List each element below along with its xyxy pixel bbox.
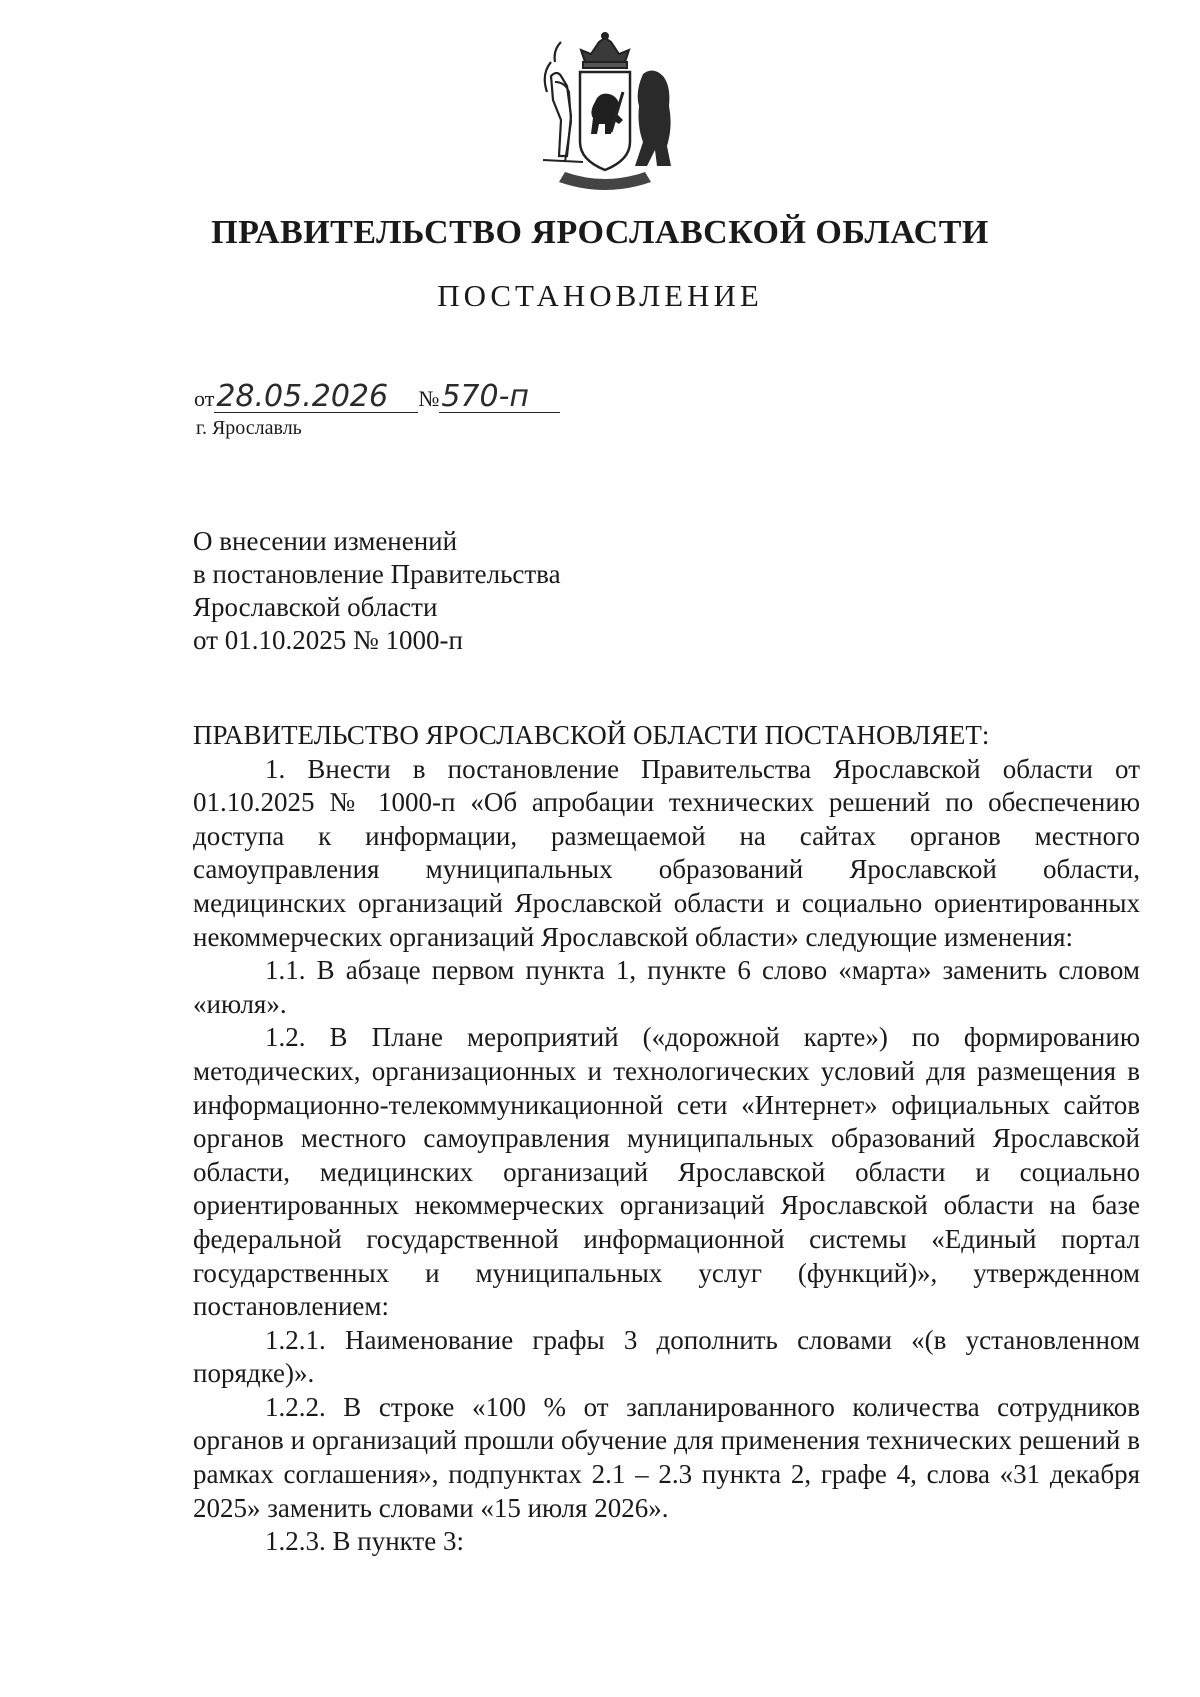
- subject-line: от 01.10.2025 № 1000-п: [193, 625, 463, 655]
- paragraph-1-2-2: 1.2.2. В строке «100 % от запланированного количества сотрудников органов и организаций прошли обучение для применения технических решений в рамках соглашения», подпунктах 2.1 – 2.3 пункта 2, графе 4, слова «31 декабря 2025» заменить словами «15 июля 2026».: [193, 1391, 1140, 1523]
- subject-line: О внесении изменений: [193, 526, 458, 556]
- paragraph-1: 1. Внести в постановление Правительства Ярославской области от 01.10.2025 № 1000-п «Об апробации технических решений по обеспечению доступа к информации, размещаемой на сайтах органов местного самоуправления муниципальных образований Ярославской области, медицинских организаций Ярославской области и социально ориентированных некоммерческих организаций Ярославской области» следующие изменения:: [193, 753, 1140, 952]
- date-prefix: от: [194, 386, 215, 411]
- number-prefix: №: [418, 386, 440, 411]
- subject-line: Ярославской области: [193, 592, 438, 622]
- paragraph-1-2-3: 1.2.3. В пункте 3:: [265, 1526, 464, 1557]
- coat-of-arms-emblem: [525, 32, 685, 192]
- paragraph-1-1: 1.1. В абзаце первом пункта 1, пункте 6 слово «марта» заменить словом «июля».: [193, 955, 1140, 1019]
- document-subject: [193, 525, 561, 657]
- subject-line: в постановление Правительства: [193, 559, 561, 589]
- government-title: ПРАВИТЕЛЬСТВО ЯРОСЛАВСКОЙ ОБЛАСТИ: [211, 214, 989, 251]
- paragraph-1-2-1: 1.2.1. Наименование графы 3 дополнить словами «(в установленном порядке)».: [193, 1324, 1140, 1389]
- document-body: [193, 719, 1140, 1559]
- city: г. Ярославль: [196, 417, 302, 439]
- document-date: 28.05.2026: [214, 382, 418, 413]
- registration-line: [194, 379, 560, 414]
- document-type: ПОСТАНОВЛЕНИЕ: [437, 278, 763, 313]
- resolution-lead: ПРАВИТЕЛЬСТВО ЯРОСЛАВСКОЙ ОБЛАСТИ ПОСТАНОВЛЯЕТ:: [193, 720, 990, 750]
- paragraph-1-2: 1.2. В Плане мероприятий («дорожной карте») по формированию методических, организационных и технологических условий для размещения в информационно-телекоммуникационной сети «Интернет» официальных сайтов органов местного самоуправления муниципальных образований Ярославской области, медицинских организаций Ярославской области и социально ориентированных некоммерческих организаций Ярославской области на базе федеральной государственной информационной системы «Единый портал государственных и муниципальных услуг (функций)», утвержденном постановлением:: [193, 1022, 1140, 1322]
- document-number: 570-п: [439, 382, 560, 413]
